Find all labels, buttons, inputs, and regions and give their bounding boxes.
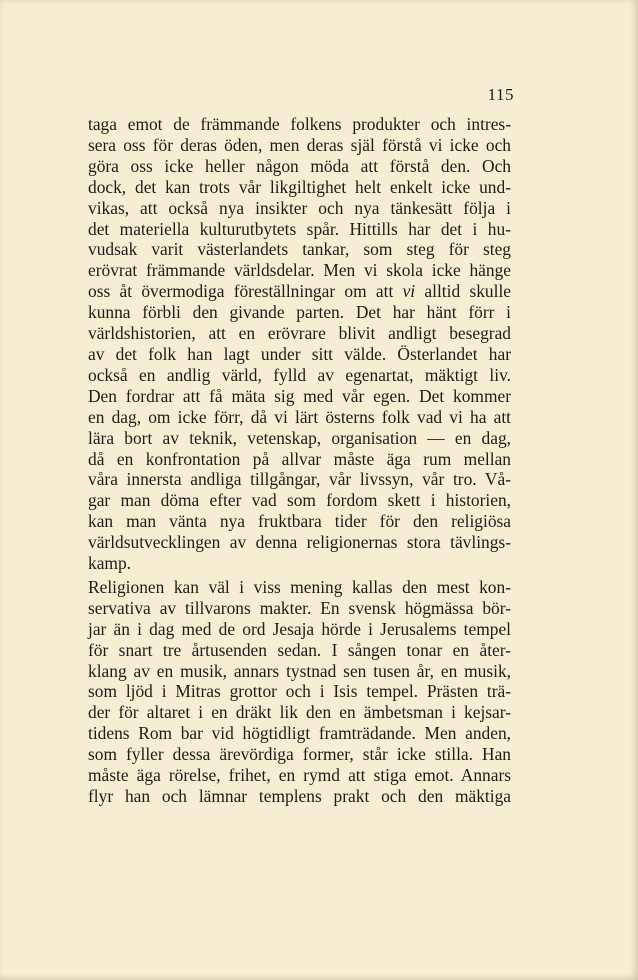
text-line: tidens Rom bar vid högtidligt framträdande. Men anden,	[88, 723, 511, 744]
text-line: för snart tre årtusenden sedan. I sången tonar en åter-	[88, 639, 511, 660]
italic-emphasis: vi	[402, 281, 416, 302]
text-line: som ljöd i Mitras grottor och i Isis tempel. Prästen trä-	[88, 681, 511, 702]
text-line: göra oss icke heller någon möda att förstå den. Och	[88, 155, 511, 176]
paragraph-2	[88, 577, 511, 807]
text-line: måste äga rörelse, frihet, en rymd att stiga emot. Annars	[88, 765, 511, 786]
text-line: våra innersta andliga tillgångar, vår livssyn, vår tro. Vå-	[88, 469, 511, 490]
text-line: världsutvecklingen av denna religionernas stora tävlings-	[88, 532, 511, 553]
text-line: Den fordrar att få mäta sig med vår egen. Det kommer	[88, 385, 511, 406]
text-line: sera oss för deras öden, men deras själ förstå vi icke och	[88, 134, 511, 155]
text-line: som fyller dessa ärevördiga former, står icke stilla. Han	[88, 744, 511, 765]
text-line: också en andlig värld, fylld av egenartat, mäktigt liv.	[88, 364, 511, 385]
text-line: flyr han och lämnar templens prakt och den mäktiga	[88, 786, 511, 806]
text-line: en dag, om icke förr, då vi lärt österns folk vad vi ha att	[88, 406, 511, 427]
text-line: kunna förbli den givande parten. Det har hänt förr i	[88, 302, 511, 323]
text-line: dock, det kan trots vår likgiltighet helt enkelt icke und-	[88, 176, 511, 197]
body-text	[88, 114, 511, 807]
text-line: av det folk han lagt under sitt välde. Österlandet har	[88, 343, 511, 364]
text-line: taga emot de främmande folkens produkter och intres-	[88, 114, 511, 134]
text-line: då en konfrontation på allvar måste äga rum mellan	[88, 448, 511, 469]
text-line: gar man döma efter vad som fordom skett i historien,	[88, 490, 511, 511]
text-line: klang av en musik, annars tystnad sen tusen år, en musik,	[88, 660, 511, 681]
text-line: Religionen kan väl i viss mening kallas den mest kon-	[88, 576, 511, 597]
page-number: 115	[487, 85, 514, 104]
paragraph-1	[88, 114, 511, 574]
text-line: servativa av tillvarons makter. En svensk högmässa bör-	[88, 597, 511, 618]
text-line: världshistorien, att en erövrare blivit andligt besegrad	[88, 323, 511, 344]
text-line: der för altaret i en dräkt lik den en ämbetsman i kejsar-	[88, 702, 511, 723]
text-line: lära bort av teknik, vetenskap, organisation — en dag,	[88, 427, 511, 448]
text-line: vikas, att också nya insikter och nya tänkesätt följa i	[88, 197, 511, 218]
text-line: det materiella kulturutbytets spår. Hittills har det i hu-	[88, 218, 511, 239]
text-line: vudsak varit västerlandets tankar, som steg för steg	[88, 239, 511, 260]
text-line-with-italic: oss åt övermodiga föreställningar om att vi alltid skulle	[88, 281, 511, 302]
text-line: kan man vänta nya fruktbara tider för den religiösa	[88, 511, 511, 532]
text-line: erövrat främmande världsdelar. Men vi skola icke hänge	[88, 260, 511, 281]
text-line: kamp.	[88, 553, 131, 574]
text-line: jar än i dag med de ord Jesaja hörde i Jerusalems tempel	[88, 618, 511, 639]
